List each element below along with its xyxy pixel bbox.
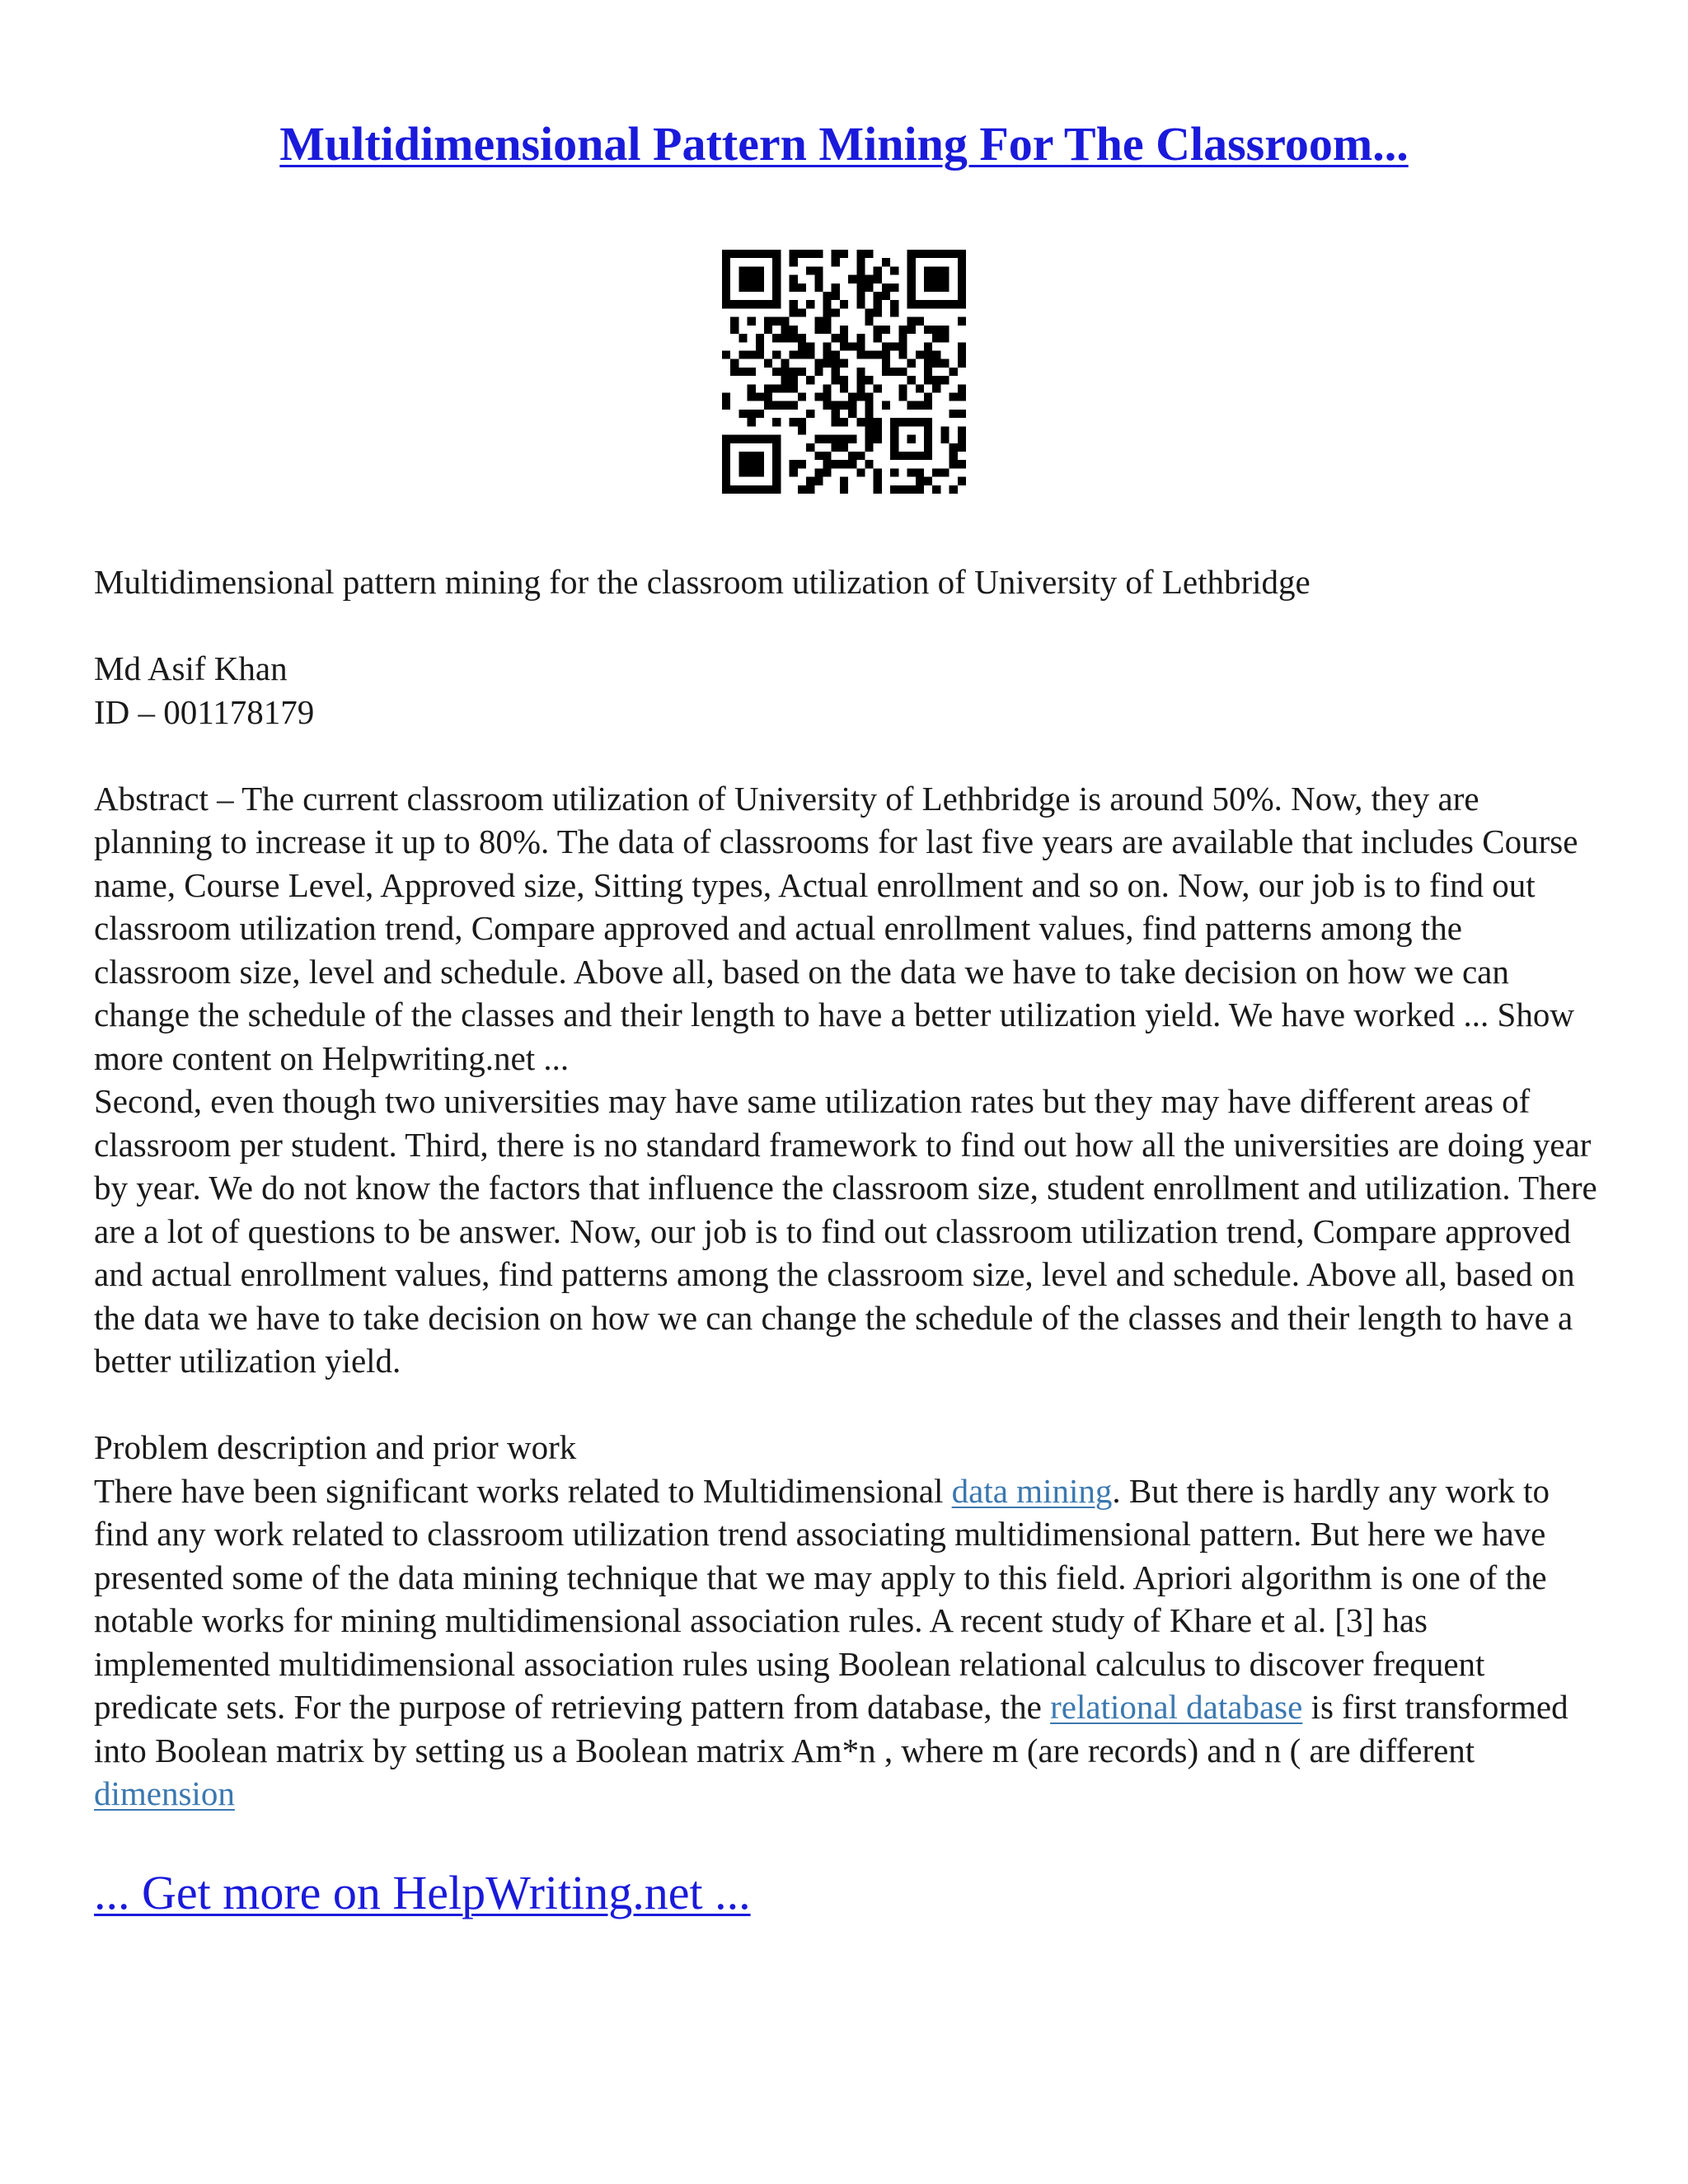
title-link[interactable]: Multidimensional Pattern Mining For The Classroom...	[279, 117, 1409, 171]
get-more-link[interactable]: ... Get more on HelpWriting.net ...	[94, 1866, 751, 1919]
second-paragraph: Second, even though two universities may have same utilization rates but they may have different areas of classroom per student. Third, there is no standard framework to find out how all the universities are doing year by year. We do not know the factors that influence the classroom size, student enrollment and utilization. There are a lot of questions to be answer. Now, our job is to find out classroom utilization trend, Compare approved and actual enrollment values, find patterns among the classroom size, level and schedule. Above all, based on the data we have to take decision on how we can change the schedule of the classes and their length to have a better utilization yield.	[94, 1082, 1597, 1380]
author-name: Md Asif Khan	[94, 649, 288, 687]
dimension-link[interactable]: dimension	[94, 1774, 235, 1812]
data-mining-link[interactable]: data mining	[951, 1471, 1113, 1510]
document-title	[0, 115, 1688, 173]
prior-work-text-2: . But there is hardly any work to find any work related to classroom utilization trend associating multidimensional pattern. But here we have presented some of the data mining technique that we may apply to this field. Apriori algorithm is one of the notable works for mining multidimensional association rules. A recent study of Khare et al. [3] has implemented multidimensional association rules using Boolean relational calculus to discover frequent predicate sets. For the purpose of retrieving pattern from database, the	[94, 1471, 1550, 1726]
footer	[94, 1864, 751, 1922]
abstract-paragraph: Abstract – The current classroom utilization of University of Lethbridge is around 50%. Now, they are planning to increase it up to 80%. The data of classrooms for last five years are available that includes Course name, Course Level, Approved size, Sitting types, Actual enrollment and so on. Now, our job is to find out classroom utilization trend, Compare approved and actual enrollment values, find patterns among the classroom size, level and schedule. Above all, based on the data we have to take decision on how we can change the schedule of the classes and their length to have a better utilization yield. We have worked ... Show more content on Helpwriting.net ...	[94, 779, 1578, 1077]
prior-work-paragraph	[94, 1469, 1602, 1816]
prior-work-text-3: is first transformed into Boolean matrix by setting us a Boolean matrix Am*n , where m (are records) and n ( are different	[94, 1688, 1568, 1769]
document-body	[94, 560, 1602, 1816]
prior-work-text-1: There have been significant works related to Multidimensional	[94, 1471, 952, 1510]
section-heading: Problem description and prior work	[94, 1428, 577, 1466]
relational-database-link[interactable]: relational database	[1050, 1688, 1303, 1726]
document-heading: Multidimensional pattern mining for the classroom utilization of University of Lethbridge	[94, 563, 1311, 601]
student-id: ID – 001178179	[94, 692, 315, 731]
qr-code-icon	[722, 250, 966, 494]
